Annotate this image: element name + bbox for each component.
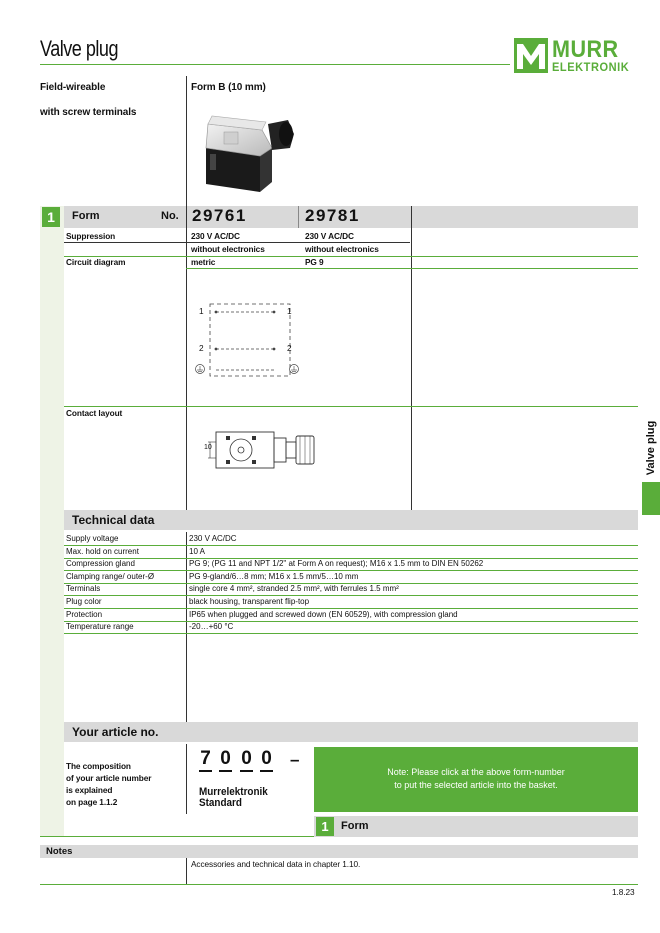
col-divider-1 bbox=[186, 206, 187, 510]
pin-label-right-1: 1 bbox=[287, 306, 292, 316]
brand-line2: Standard bbox=[199, 797, 242, 809]
article-digit-1: 7 bbox=[199, 748, 212, 772]
form-select-label: Form bbox=[341, 820, 369, 832]
article-divider bbox=[186, 744, 187, 814]
suppression-value-2b: without electronics bbox=[305, 244, 379, 254]
logo-text-murr: MURR bbox=[552, 36, 619, 63]
section-number-badge bbox=[42, 207, 60, 227]
page-number: 1.8.23 bbox=[612, 887, 635, 897]
circuit-value-1: metric bbox=[191, 257, 216, 267]
suppression-label: Suppression bbox=[66, 231, 116, 241]
tech-row bbox=[64, 583, 638, 596]
tech-row-label: Temperature range bbox=[66, 622, 134, 632]
tech-row-value: -20…+60 °C bbox=[189, 622, 234, 632]
note-line2: to put the selected article into the basket. bbox=[394, 780, 558, 790]
side-tab-marker bbox=[642, 482, 660, 515]
tech-row-label: Plug color bbox=[66, 597, 102, 606]
article-digit-2: 0 bbox=[219, 748, 232, 772]
form-title: Form B (10 mm) bbox=[191, 82, 266, 93]
intro-divider bbox=[186, 76, 187, 206]
header-rule bbox=[40, 64, 510, 65]
left-border-panel bbox=[40, 206, 64, 836]
tech-row bbox=[64, 533, 638, 546]
tech-row-label: Supply voltage bbox=[66, 534, 119, 543]
notes-text: Accessories and technical data in chapter 1.10. bbox=[191, 859, 361, 869]
footer-rule bbox=[40, 884, 638, 885]
form-label: Form bbox=[72, 210, 100, 222]
intro-line2: with screw terminals bbox=[40, 107, 137, 118]
tech-row-label: Protection bbox=[66, 609, 103, 619]
tech-row-value: PG 9-gland/6…8 mm; M16 x 1.5 mm/5…10 mm bbox=[189, 571, 359, 581]
tech-row-value: single core 4 mm², stranded 2.5 mm², with ferrules 1.5 mm² bbox=[189, 584, 399, 594]
circuit-diagram bbox=[190, 296, 310, 386]
pin-label-left-1: 1 bbox=[199, 306, 204, 316]
contact-layout-label: Contact layout bbox=[66, 408, 123, 418]
row-rule bbox=[64, 256, 638, 257]
row-rule bbox=[64, 406, 638, 407]
notes-heading: Notes bbox=[46, 846, 73, 857]
tech-row bbox=[64, 546, 638, 559]
tech-row bbox=[64, 558, 638, 571]
tech-row-value: black housing, transparent flip-top bbox=[189, 597, 310, 606]
contact-layout-drawing bbox=[200, 424, 324, 474]
form-number-button[interactable] bbox=[316, 817, 334, 836]
bottom-rule bbox=[40, 836, 314, 837]
dimension-label: 10 bbox=[204, 444, 212, 451]
composition-line3: is explained bbox=[66, 785, 113, 795]
tech-row bbox=[64, 609, 638, 622]
composition-line1: The composition bbox=[66, 761, 131, 771]
tech-row bbox=[64, 571, 638, 584]
tech-row bbox=[64, 621, 638, 634]
article-digit-4: 0 bbox=[260, 748, 273, 772]
pin-label-left-2: 2 bbox=[199, 343, 204, 353]
article-heading: Your article no. bbox=[72, 725, 159, 739]
notes-header-band bbox=[40, 845, 638, 858]
row-rule bbox=[64, 242, 410, 243]
tech-row-value: PG 9; (PG 11 and NPT 1/2" at Form A on request); M16 x 1.5 mm to DIN EN 50262 bbox=[189, 559, 484, 569]
article-number-29781[interactable]: 29781 bbox=[305, 206, 360, 225]
product-image bbox=[202, 110, 298, 198]
circuit-diagram-label: Circuit diagram bbox=[66, 257, 126, 267]
col-divider-3 bbox=[411, 206, 412, 510]
tech-row-value: 230 V AC/DC bbox=[189, 534, 237, 543]
circuit-value-2: PG 9 bbox=[305, 257, 324, 267]
pin-label-right-2: 2 bbox=[287, 343, 292, 353]
tech-row bbox=[64, 596, 638, 609]
logo-mark-icon bbox=[514, 38, 548, 73]
composition-line4: on page 1.1.2 bbox=[66, 797, 118, 807]
no-label: No. bbox=[161, 210, 179, 222]
section-number: 1 bbox=[47, 209, 55, 225]
article-digit-3: 0 bbox=[240, 748, 253, 772]
tech-row-value: IP65 when plugged and screwed down (EN 60529), with compression gland bbox=[189, 609, 458, 619]
tech-row-label: Max. hold on current bbox=[66, 546, 139, 556]
tech-row-label: Clamping range/ outer-Ø bbox=[66, 571, 155, 581]
row-rule bbox=[186, 268, 638, 269]
intro-line1: Field-wireable bbox=[40, 82, 106, 93]
article-dash: – bbox=[290, 750, 300, 769]
notes-divider bbox=[186, 858, 187, 884]
side-tab-text-wrap bbox=[642, 418, 660, 478]
company-logo bbox=[514, 38, 640, 74]
side-tab-label: Valve plug bbox=[645, 420, 657, 476]
note-line1: Note: Please click at the above form-number bbox=[387, 767, 565, 777]
brand-line1: Murrelektronik bbox=[199, 786, 268, 798]
suppression-value-1a: 230 V AC/DC bbox=[191, 231, 240, 241]
page-title: Valve plug bbox=[40, 36, 118, 61]
tech-row-value: 10 A bbox=[189, 546, 206, 556]
form-number: 1 bbox=[321, 819, 329, 834]
logo-text-elektronik: ELEKTRONIK bbox=[552, 60, 630, 74]
suppression-value-2a: 230 V AC/DC bbox=[305, 231, 354, 241]
tech-row-label: Terminals bbox=[66, 584, 101, 594]
article-number-29761[interactable]: 29761 bbox=[192, 206, 247, 225]
col-divider-2 bbox=[298, 206, 299, 228]
tech-row-label: Compression gland bbox=[66, 559, 135, 569]
composition-line2: of your article number bbox=[66, 773, 152, 783]
technical-heading: Technical data bbox=[72, 513, 155, 527]
suppression-value-1b: without electronics bbox=[191, 244, 265, 254]
